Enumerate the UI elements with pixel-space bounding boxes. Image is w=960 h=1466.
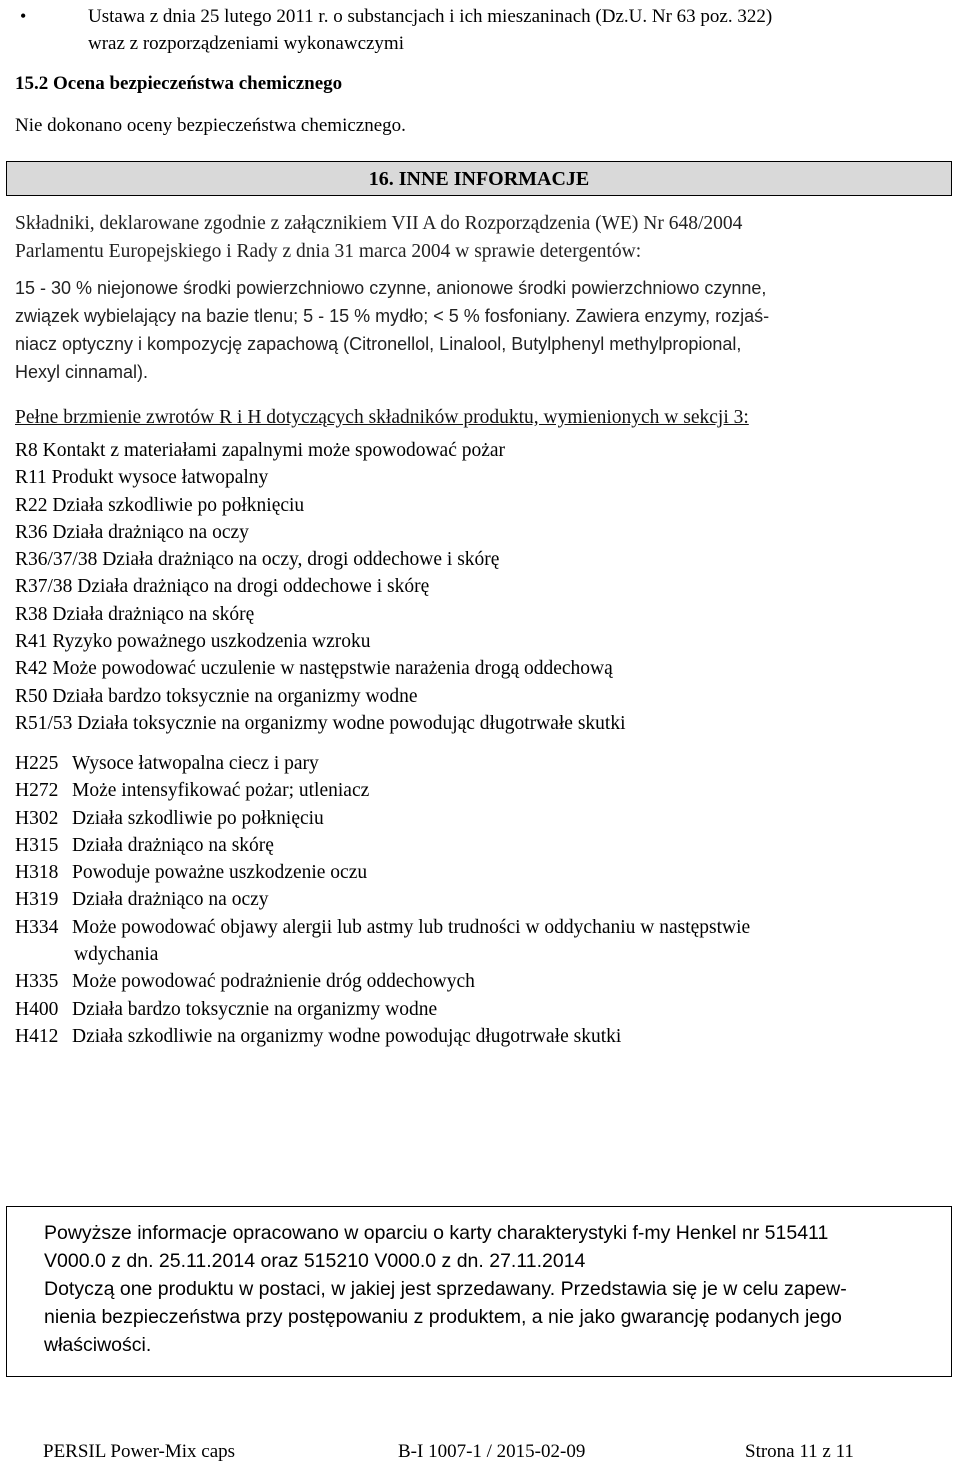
h-text: Działa szkodliwie na organizmy wodne powodując długotrwałe skutki bbox=[72, 1025, 622, 1047]
section-15-2-text: Nie dokonano oceny bezpieczeństwa chemicznego. bbox=[15, 115, 406, 136]
h-code: H319 bbox=[15, 889, 59, 911]
r-phrase: R36 Działa drażniąco na oczy bbox=[15, 521, 249, 543]
legislation-bullet bbox=[88, 3, 948, 57]
info-line: Dotyczą one produktu w postaci, w jakiej jest sprzedawany. Przedstawia się je w celu zapew- bbox=[44, 1278, 847, 1300]
h-text-continuation: wdychania bbox=[74, 944, 159, 966]
legislation-line: wraz z rozporządzeniami wykonawczymi bbox=[88, 33, 404, 54]
legislation-line: Ustawa z dnia 25 lutego 2011 r. o substancjach i ich mieszaninach (Dz.U. Nr 63 poz. 322) bbox=[88, 6, 773, 27]
h-text: Działa bardzo toksycznie na organizmy wodne bbox=[72, 998, 438, 1020]
h-code: H225 bbox=[15, 753, 59, 774]
h-code: H315 bbox=[15, 834, 59, 856]
h-code: H334 bbox=[15, 916, 59, 938]
footer-product-name: PERSIL Power-Mix caps bbox=[43, 1441, 236, 1462]
section-16-title: 16. INNE INFORMACJE bbox=[368, 168, 590, 190]
h-phrase bbox=[15, 859, 750, 886]
info-line: V000.0 z dn. 25.11.2014 oraz 515210 V000.0 z dn. 27.11.2014 bbox=[44, 1250, 586, 1272]
h-code: H272 bbox=[15, 780, 59, 802]
h-code: H302 bbox=[15, 807, 59, 829]
h-text: Działa drażniąco na oczy bbox=[72, 889, 269, 911]
full-phrases-heading: Pełne brzmienie zwrotów R i H dotyczących składników produktu, wymienionych w sekcji 3: bbox=[15, 407, 749, 428]
r-phrase: R51/53 Działa toksycznie na organizmy wodne powodując długotrwałe skutki bbox=[15, 712, 626, 734]
footer-document-id: B-I 1007-1 / 2015-02-09 bbox=[398, 1441, 586, 1462]
bullet-marker: • bbox=[20, 6, 27, 26]
h-code: H412 bbox=[15, 1025, 59, 1047]
intro-line: Parlamentu Europejskiego i Rady z dnia 31 marca 2004 w sprawie detergentów: bbox=[15, 241, 642, 262]
r-phrase: R41 Ryzyko poważnego uszkodzenia wzroku bbox=[15, 631, 371, 653]
info-line: Powyższe informacje opracowano w oparciu o karty charakterystyki f-my Henkel nr 515411 bbox=[44, 1222, 829, 1244]
ingredients-line: Hexyl cinnamal). bbox=[15, 362, 149, 382]
h-text: Może powodować podrażnienie dróg oddechowych bbox=[72, 971, 475, 993]
r-phrase: R37/38 Działa drażniąco na drogi oddechowe i skórę bbox=[15, 576, 430, 598]
ingredients-line: niacz optyczny i kompozycję zapachową (Citronellol, Linalool, Butylphenyl methylpropional, bbox=[15, 334, 742, 354]
footer-page-number: Strona 11 z 11 bbox=[745, 1441, 854, 1462]
ingredients-line: 15 - 30 % niejonowe środki powierzchniowo czynne, anionowe środki powierzchniowo czynne, bbox=[15, 278, 767, 298]
info-line: właściwości. bbox=[44, 1334, 152, 1356]
h-phrase bbox=[15, 996, 750, 1023]
info-box bbox=[6, 1206, 952, 1377]
intro-line: Składniki, deklarowane zgodnie z załącznikiem VII A do Rozporządzenia (WE) Nr 648/2004 bbox=[15, 213, 743, 234]
h-phrase bbox=[15, 805, 750, 832]
h-phrase bbox=[15, 750, 750, 777]
info-line: nienia bezpieczeństwa przy postępowaniu z produktem, a nie jako gwarancję podanych jego bbox=[44, 1306, 842, 1328]
r-phrase: R42 Może powodować uczulenie w następstwie narażenia drogą oddechową bbox=[15, 658, 613, 680]
r-phrase: R8 Kontakt z materiałami zapalnymi może spowodować pożar bbox=[15, 440, 506, 461]
ingredients-intro bbox=[15, 210, 950, 266]
section-15-2-heading: 15.2 Ocena bezpieczeństwa chemicznego bbox=[15, 73, 343, 94]
r-phrase: R11 Produkt wysoce łatwopalny bbox=[15, 467, 269, 489]
h-code: H400 bbox=[15, 998, 59, 1020]
h-text: Może intensyfikować pożar; utleniacz bbox=[72, 780, 370, 802]
h-code: H335 bbox=[15, 971, 59, 993]
ingredients-line: związek wybielający na bazie tlenu; 5 - 15 % mydło; < 5 % fosfoniany. Zawiera enzymy, rozjaś- bbox=[15, 306, 770, 326]
r-phrase: R36/37/38 Działa drażniąco na oczy, drogi oddechowe i skórę bbox=[15, 549, 500, 571]
info-box-text bbox=[44, 1219, 924, 1359]
ingredients-list bbox=[15, 274, 950, 386]
h-phrase bbox=[15, 914, 750, 969]
h-code: H318 bbox=[15, 862, 59, 884]
r-phrase: R38 Działa drażniąco na skórę bbox=[15, 603, 255, 625]
r-phrases-list bbox=[15, 437, 626, 737]
h-phrase bbox=[15, 832, 750, 859]
h-text: Wysoce łatwopalna ciecz i pary bbox=[72, 753, 319, 774]
h-phrases-list bbox=[15, 750, 750, 1050]
section-16-header bbox=[6, 161, 952, 196]
h-text: Może powodować objawy alergii lub astmy lub trudności w oddychaniu w następstwie bbox=[72, 916, 751, 938]
r-phrase: R22 Działa szkodliwie po połknięciu bbox=[15, 494, 305, 516]
h-phrase bbox=[15, 777, 750, 804]
h-phrase bbox=[15, 886, 750, 913]
h-phrase bbox=[15, 968, 750, 995]
r-phrase: R50 Działa bardzo toksycznie na organizmy wodne bbox=[15, 685, 418, 707]
h-text: Powoduje poważne uszkodzenie oczu bbox=[72, 862, 368, 884]
h-text: Działa szkodliwie po połknięciu bbox=[72, 807, 324, 829]
h-text: Działa drażniąco na skórę bbox=[72, 834, 274, 856]
h-phrase bbox=[15, 1023, 750, 1050]
